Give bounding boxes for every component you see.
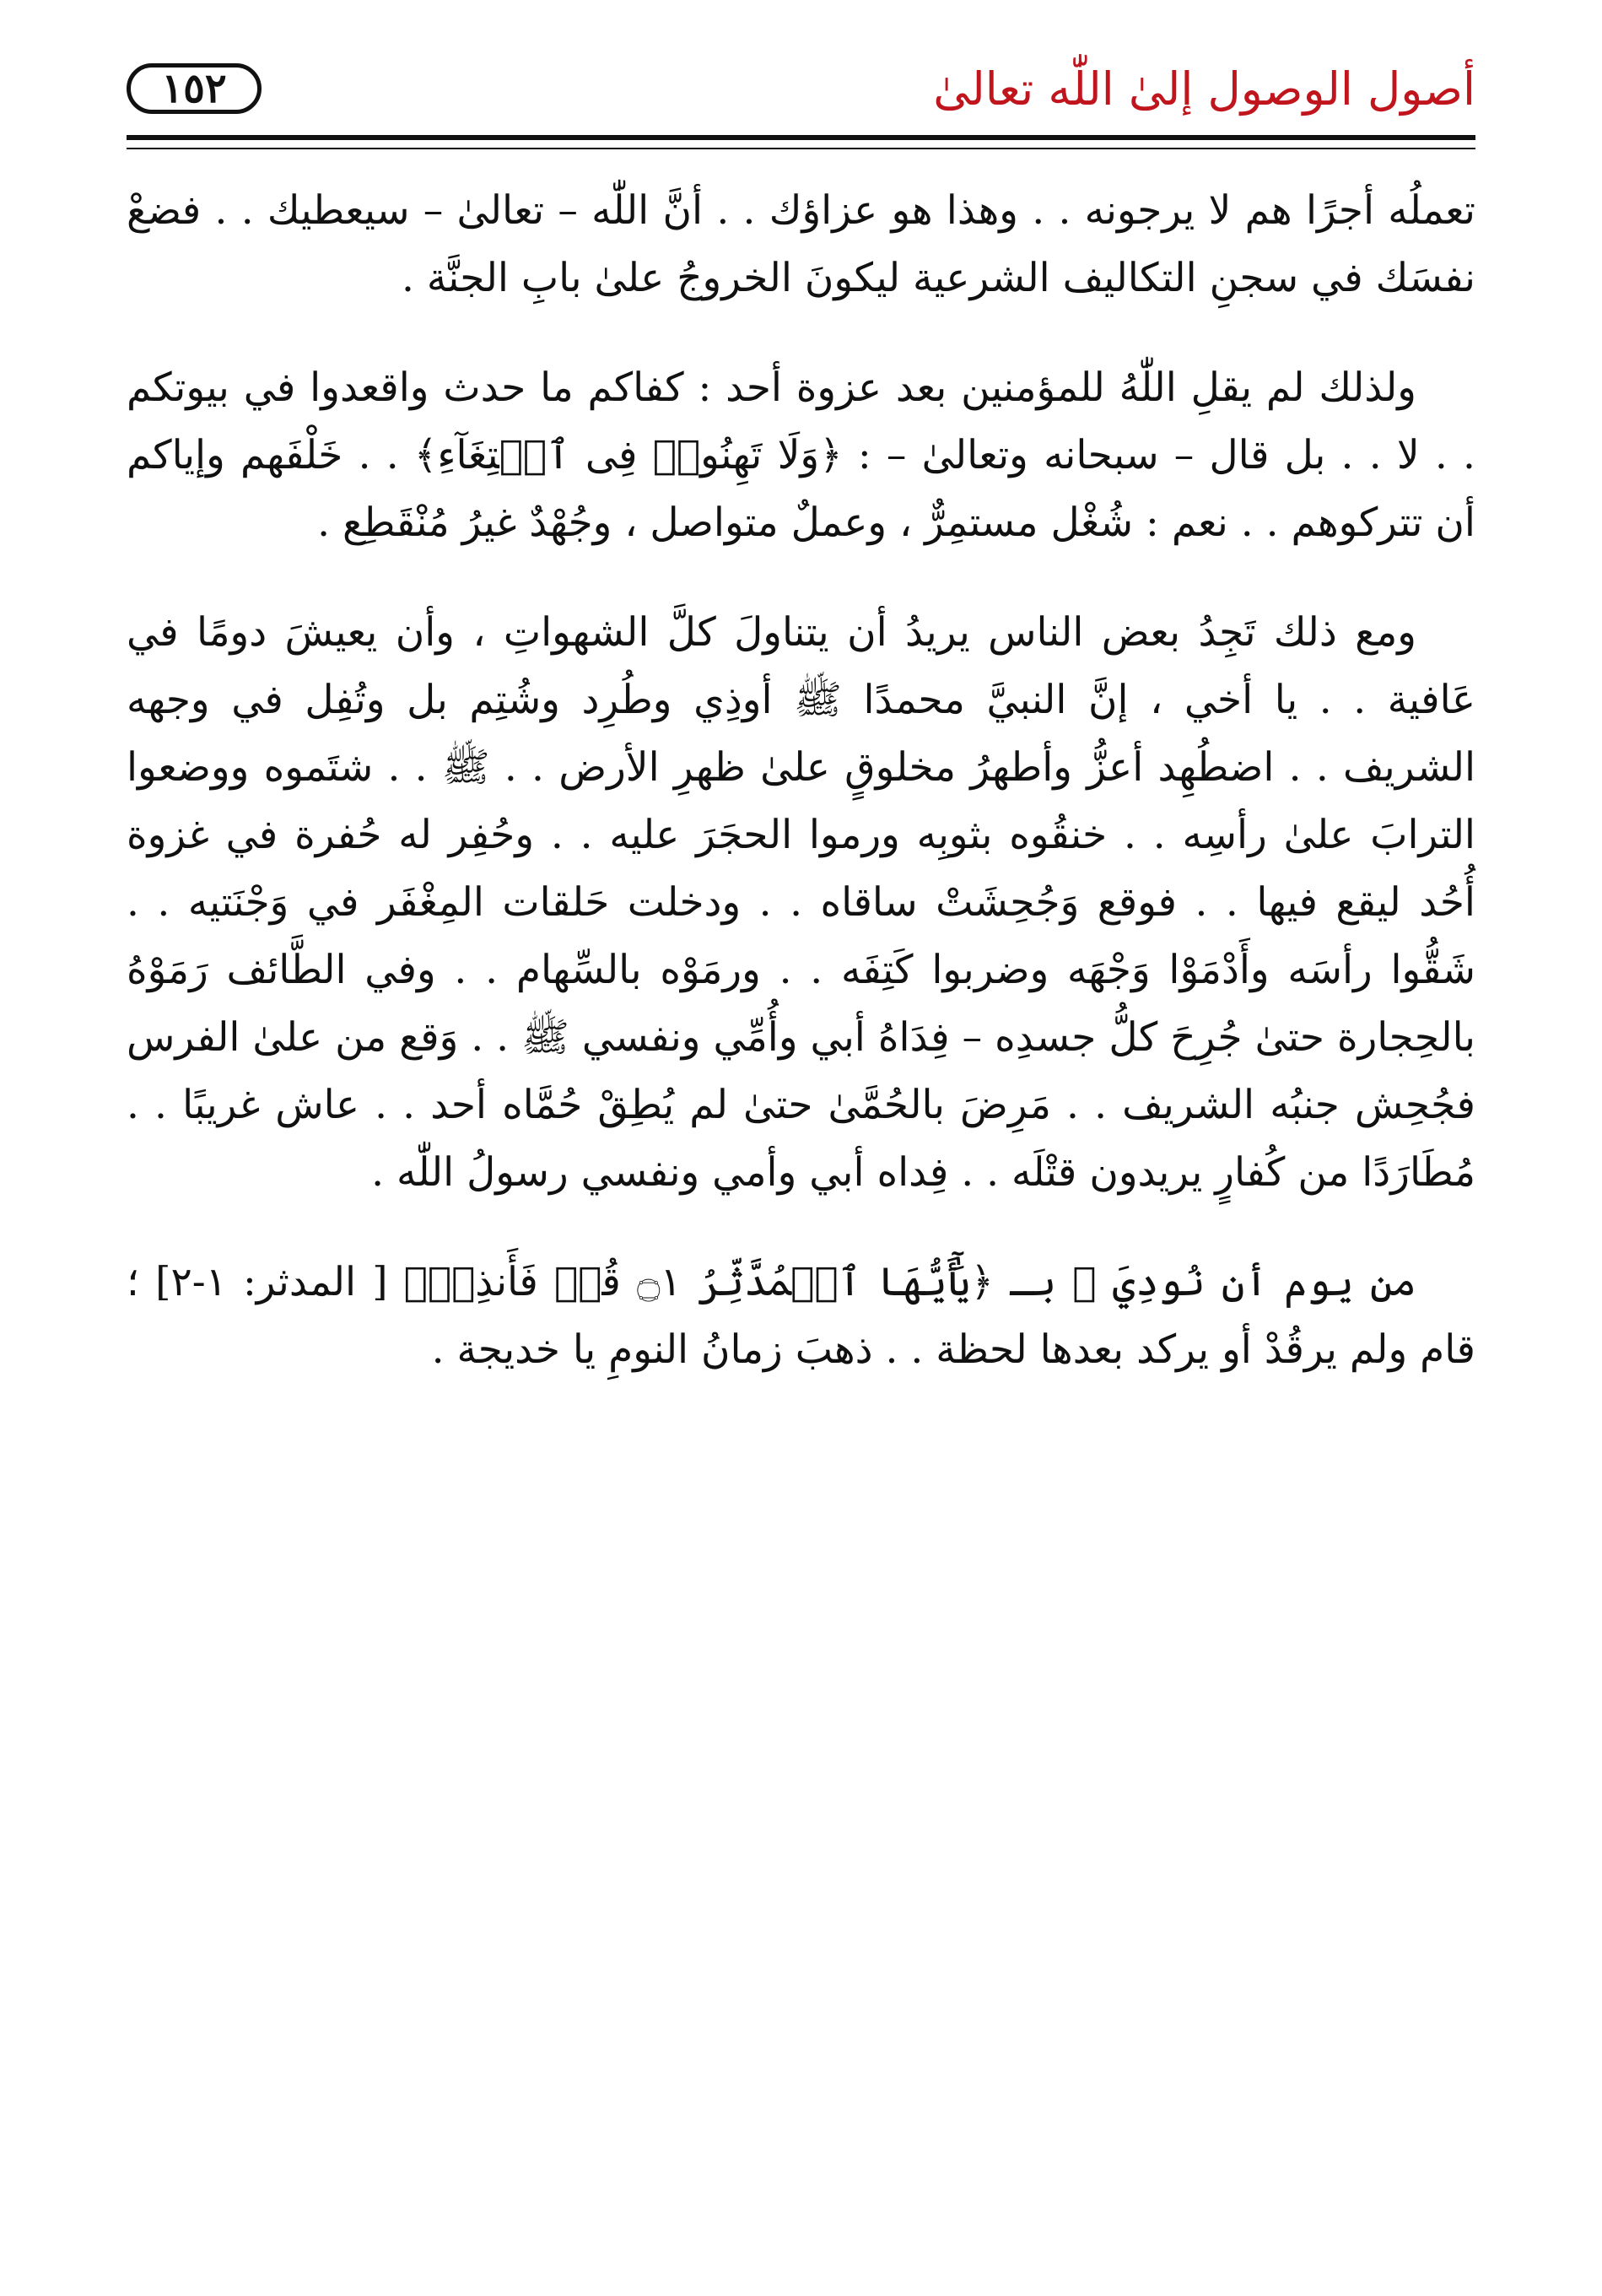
paragraph-4: من يوم أن نُودِيَ ﷺ بـ ﴿يَٰٓأَيُّهَا ٱلۡمُدَّثِّرُ ۝١ قُمۡ فَأَنذِرۡ﴾ [ المدثر: ١-٢] ؛ قام ولم يرقُدْ أو يركد بعدها لحظة . . ذهبَ زمانُ النومِ يا خديجة . xyxy=(127,1259,1475,1373)
header-rule-thin xyxy=(127,148,1475,149)
header-rule-thick xyxy=(127,135,1475,140)
body-text xyxy=(127,177,1475,1384)
page-number: ١٥٢ xyxy=(127,63,262,114)
paragraph-1: تعملُه أجرًا هم لا يرجونه . . وهذا هو عزاؤك . . أنَّ اللّٰه – تعالىٰ – سيعطيك . . فضعْ نفسَك في سجنِ التكاليف الشرعية ليكونَ الخروجُ علىٰ بابِ الجنَّة . xyxy=(127,187,1475,301)
page-header xyxy=(127,42,1475,135)
paragraph-2: ولذلك لم يقلِ اللّٰهُ للمؤمنين بعد عزوة أحد : كفاكم ما حدث واقعدوا في بيوتكم . . لا . . بل قال – سبحانه وتعالىٰ – : ﴿وَلَا تَهِنُوا۟ فِى ٱبۡتِغَآءِ﴾ . . خَلْفَهم وإياكم أن تتركوهم . . نعم : شُغْل مستمِرٌّ ، وعملٌ متواصل ، وجُهْدٌ غيرُ مُنْقَطِع . xyxy=(127,365,1475,546)
paragraph-3: ومع ذلك تَجِدُ بعض الناس يريدُ أن يتناولَ كلَّ الشهواتِ ، وأن يعيشَ دومًا في عَافية . . يا أخي ، إنَّ النبيَّ محمدًا ﷺ أوذِي وطُرِد وشُتِم بل وتُفِل في وجهه الشريف . . اضطُهِد أعزُّ وأطهرُ مخلوقٍ علىٰ ظهرِ الأرض . . ﷺ . . شتَموه ووضعوا الترابَ علىٰ رأسِه . . خنقُوه بثوبِه ورموا الحجَرَ عليه . . وحُفِر له حُفرة في غزوة أُحُد ليقع فيها . . فوقع وَجُحِشَتْ ساقاه . . ودخلت حَلقات المِغْفَر في وَجْنَتيه . . شَقُّوا رأسَه وأَدْمَوْا وَجْهَه وضربوا كَتِفَه . . ورمَوْه بالسِّهام . . وفي الطَّائف رَمَوْهُ بالحِجارة حتىٰ جُرِحَ كلُّ جسدِه – فِدَاهُ أبي وأُمِّي ونفسي ﷺ . . وَقع من علىٰ الفرس فجُحِش جنبُه الشريف . . مَرِضَ بالحُمَّىٰ حتىٰ لم يُطِقْ حُمَّاه أحد . . عاش غريبًا . . مُطَارَدًا من كُفارٍ يريدون قتْلَه . . فِداه أبي وأمي ونفسي رسولُ اللّٰه . xyxy=(127,609,1475,1196)
running-title: أصول الوصول إلىٰ اللّٰه تعالىٰ xyxy=(933,62,1475,116)
